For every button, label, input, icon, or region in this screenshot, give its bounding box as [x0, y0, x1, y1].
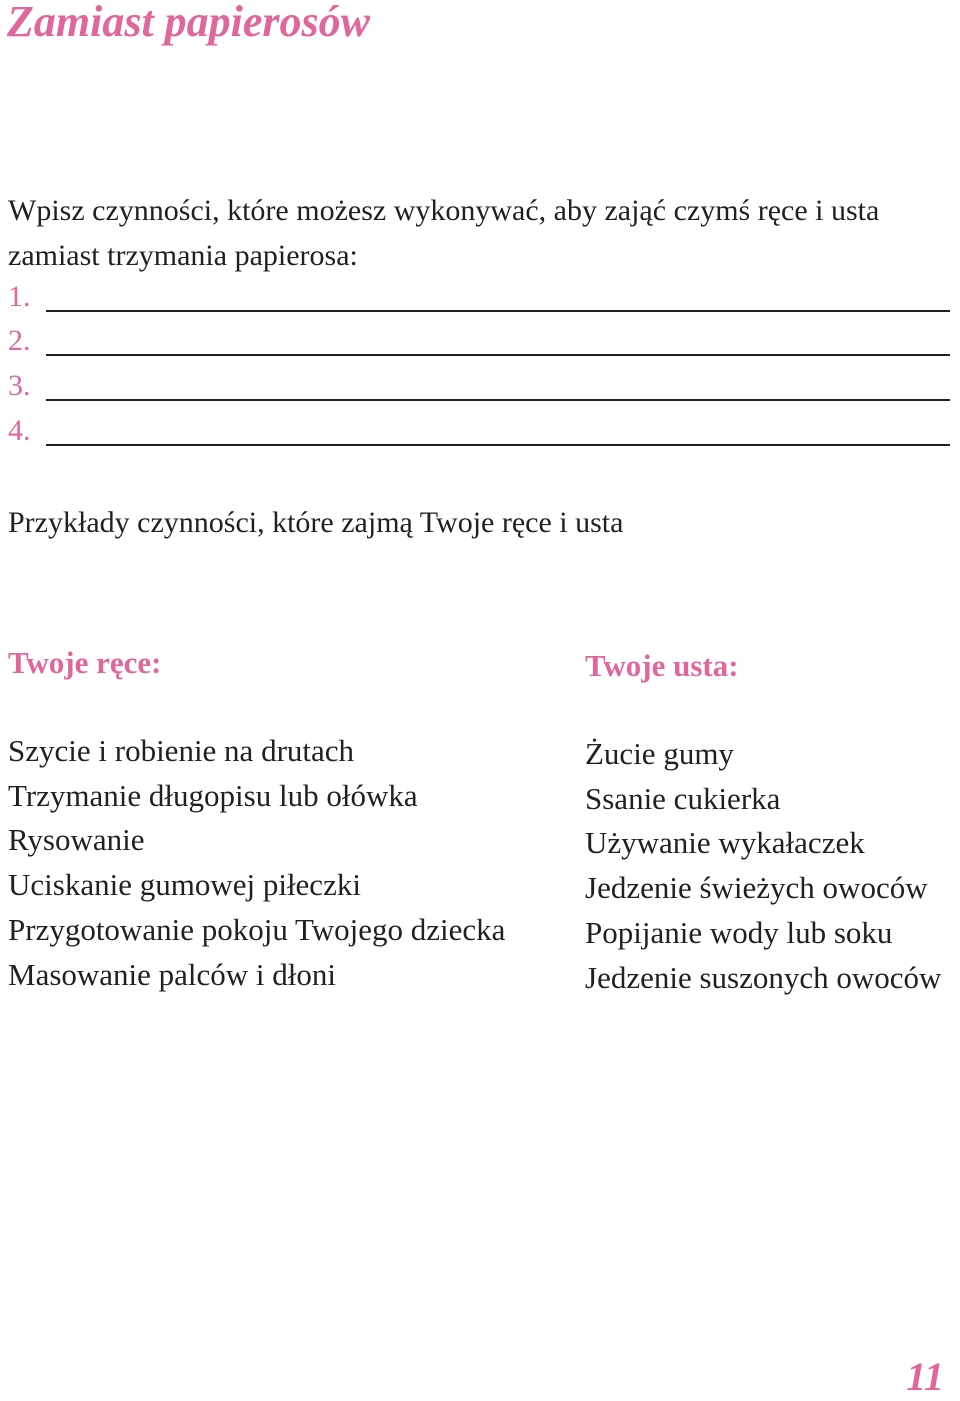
list-item: Jedzenie świeżych owoców — [585, 870, 928, 906]
answer-line-3[interactable] — [8, 371, 950, 401]
page-number: 11 — [906, 1354, 944, 1399]
intro-text: Wpisz czynności, które możesz wykonywać, aby zająć czymś ręce i usta zamiast trzymania papierosa: — [8, 194, 880, 272]
list-item: Ssanie cukierka — [585, 780, 781, 816]
answer-line-rule — [46, 399, 950, 401]
answer-line-number: 2. — [8, 324, 31, 357]
list-item: Trzymanie długopisu lub ołówka — [8, 777, 418, 813]
answer-line-number: 1. — [8, 280, 31, 313]
answer-line-rule — [46, 354, 950, 356]
answer-line-number: 3. — [8, 369, 31, 402]
hands-list — [8, 729, 505, 997]
list-item: Uciskanie gumowej piłeczki — [8, 867, 361, 903]
answer-line-rule — [46, 444, 950, 446]
answer-line-4[interactable] — [8, 416, 950, 446]
list-item: Jedzenie suszonych owoców — [585, 959, 942, 995]
examples-heading: Przykłady czynności, które zajmą Twoje ręce i usta — [8, 506, 624, 539]
list-item: Przygotowanie pokoju Twojego dziecka — [8, 911, 506, 947]
list-item: Rysowanie — [8, 822, 145, 858]
mouth-heading: Twoje usta: — [585, 648, 739, 683]
page-title: Zamiast papierosów — [7, 0, 371, 46]
list-item: Popijanie wody lub soku — [585, 914, 893, 950]
answer-line-number: 4. — [8, 414, 31, 447]
list-item: Używanie wykałaczek — [585, 825, 865, 861]
list-item: Szycie i robienie na drutach — [8, 733, 355, 768]
hands-heading: Twoje ręce: — [8, 645, 162, 680]
list-item: Masowanie palców i dłoni — [8, 956, 337, 992]
answer-line-rule — [46, 310, 950, 312]
mouth-list — [585, 732, 941, 1000]
list-item: Żucie gumy — [585, 736, 734, 771]
answer-line-2[interactable] — [8, 326, 950, 356]
answer-line-1[interactable] — [8, 282, 950, 312]
